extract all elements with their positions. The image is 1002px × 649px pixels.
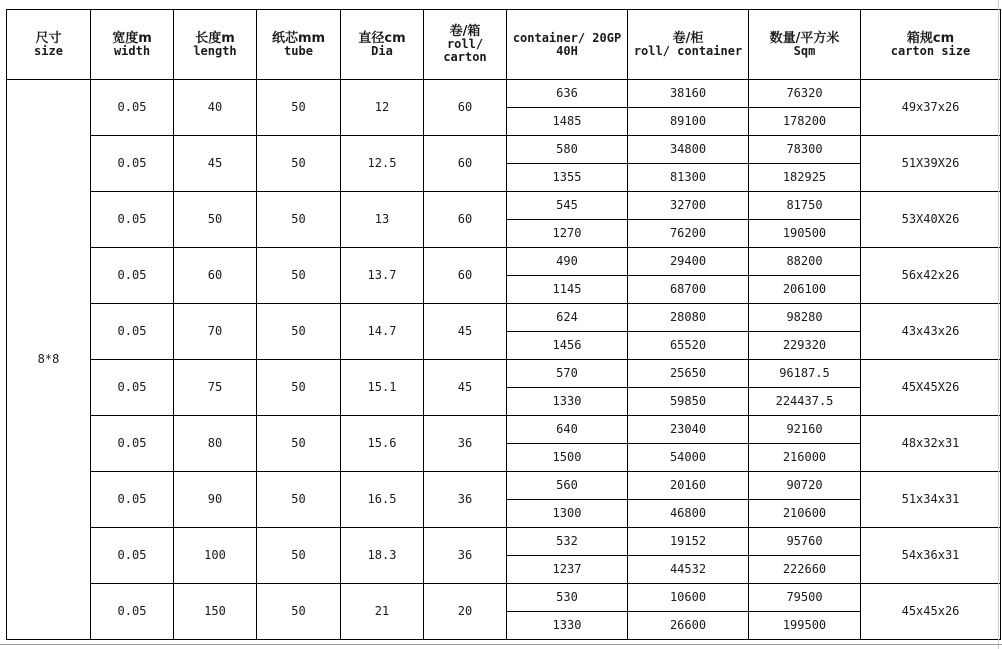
width-cell: 0.05 — [91, 192, 174, 248]
roll-container-40h-cell: 65520 — [628, 332, 749, 360]
header-tube — [257, 10, 341, 80]
sqm-20gp-cell: 88200 — [749, 248, 861, 276]
sqm-40h-cell: 222660 — [749, 556, 861, 584]
header-tube-en: tube — [284, 43, 313, 58]
header-tube-zh: 纸芯mm — [271, 30, 326, 46]
container-40h-cell: 1300 — [507, 500, 628, 528]
header-carton-size-en: carton size — [890, 43, 971, 58]
header-length — [174, 10, 257, 80]
header-roll-carton-en: roll/ carton — [443, 37, 487, 64]
header-roll-container-zh: 卷/柜 — [672, 30, 704, 46]
carton-size-cell: 51x34x31 — [861, 472, 1001, 528]
dia-cell: 13 — [341, 192, 424, 248]
tube-cell: 50 — [257, 416, 341, 472]
length-cell: 150 — [174, 584, 257, 640]
length-cell: 100 — [174, 528, 257, 584]
length-cell: 90 — [174, 472, 257, 528]
length-cell: 50 — [174, 192, 257, 248]
table-body — [7, 80, 1001, 640]
header-container — [507, 10, 628, 80]
table-row — [7, 248, 1001, 276]
sqm-20gp-cell: 79500 — [749, 584, 861, 612]
roll-container-20gp-cell: 25650 — [628, 360, 749, 388]
tube-cell: 50 — [257, 192, 341, 248]
length-cell: 75 — [174, 360, 257, 416]
sqm-20gp-cell: 96187.5 — [749, 360, 861, 388]
header-length-en: length — [193, 43, 237, 58]
tube-cell: 50 — [257, 528, 341, 584]
roll-carton-cell: 60 — [424, 192, 507, 248]
container-40h-cell: 1330 — [507, 388, 628, 416]
header-carton-size-zh: 箱规cm — [906, 30, 955, 46]
header-sqm — [749, 10, 861, 80]
table-row — [7, 136, 1001, 164]
sqm-20gp-cell: 92160 — [749, 416, 861, 444]
length-cell: 80 — [174, 416, 257, 472]
roll-container-20gp-cell: 28080 — [628, 304, 749, 332]
container-20gp-cell: 624 — [507, 304, 628, 332]
width-cell: 0.05 — [91, 136, 174, 192]
sqm-20gp-cell: 78300 — [749, 136, 861, 164]
roll-container-40h-cell: 54000 — [628, 444, 749, 472]
sqm-40h-cell: 199500 — [749, 612, 861, 640]
width-cell: 0.05 — [91, 80, 174, 136]
container-40h-cell: 1330 — [507, 612, 628, 640]
header-dia — [341, 10, 424, 80]
tube-cell: 50 — [257, 584, 341, 640]
header-roll-container — [628, 10, 749, 80]
header-carton-size — [861, 10, 1001, 80]
length-cell: 40 — [174, 80, 257, 136]
header-width-zh: 宽度m — [112, 30, 152, 46]
header-sqm-en: Sqm — [793, 43, 816, 58]
header-dia-en: Dia — [371, 43, 393, 58]
header-length-zh: 长度m — [195, 30, 235, 46]
container-40h-cell: 1485 — [507, 108, 628, 136]
roll-container-40h-cell: 89100 — [628, 108, 749, 136]
header-size — [7, 10, 91, 80]
sqm-20gp-cell: 81750 — [749, 192, 861, 220]
sqm-40h-cell: 216000 — [749, 444, 861, 472]
table-row — [7, 304, 1001, 332]
roll-container-20gp-cell: 23040 — [628, 416, 749, 444]
length-cell: 45 — [174, 136, 257, 192]
header-container-bottom: 40H — [556, 43, 578, 58]
sqm-20gp-cell: 98280 — [749, 304, 861, 332]
table-row — [7, 360, 1001, 388]
container-40h-cell: 1145 — [507, 276, 628, 304]
tube-cell: 50 — [257, 472, 341, 528]
table-row — [7, 80, 1001, 108]
dia-cell: 21 — [341, 584, 424, 640]
header-row — [7, 10, 1001, 80]
roll-container-40h-cell: 46800 — [628, 500, 749, 528]
roll-carton-cell: 60 — [424, 136, 507, 192]
width-cell: 0.05 — [91, 248, 174, 304]
table-row — [7, 528, 1001, 556]
length-cell: 60 — [174, 248, 257, 304]
roll-container-20gp-cell: 34800 — [628, 136, 749, 164]
roll-container-40h-cell: 68700 — [628, 276, 749, 304]
roll-container-20gp-cell: 20160 — [628, 472, 749, 500]
header-roll-carton — [424, 10, 507, 80]
dia-cell: 14.7 — [341, 304, 424, 360]
roll-container-20gp-cell: 38160 — [628, 80, 749, 108]
width-cell: 0.05 — [91, 416, 174, 472]
dia-cell: 12 — [341, 80, 424, 136]
table-header — [7, 10, 1001, 80]
header-sqm-zh: 数量/平方米 — [769, 30, 840, 46]
header-size-en: size — [34, 43, 63, 58]
header-roll-container-en: roll/ container — [633, 43, 743, 58]
container-20gp-cell: 580 — [507, 136, 628, 164]
dia-cell: 16.5 — [341, 472, 424, 528]
length-cell: 70 — [174, 304, 257, 360]
bottom-divider — [0, 644, 1002, 645]
sqm-40h-cell: 224437.5 — [749, 388, 861, 416]
carton-size-cell: 54x36x31 — [861, 528, 1001, 584]
table-row — [7, 416, 1001, 444]
dia-cell: 18.3 — [341, 528, 424, 584]
carton-size-cell: 53X40X26 — [861, 192, 1001, 248]
roll-container-40h-cell: 59850 — [628, 388, 749, 416]
table-row — [7, 192, 1001, 220]
tube-cell: 50 — [257, 136, 341, 192]
width-cell: 0.05 — [91, 304, 174, 360]
table-row — [7, 584, 1001, 612]
carton-size-cell: 51X39X26 — [861, 136, 1001, 192]
header-width-en: width — [113, 43, 151, 58]
carton-size-cell: 56x42x26 — [861, 248, 1001, 304]
header-dia-zh: 直径cm — [358, 30, 406, 46]
sqm-20gp-cell: 76320 — [749, 80, 861, 108]
roll-carton-cell: 36 — [424, 416, 507, 472]
roll-container-20gp-cell: 10600 — [628, 584, 749, 612]
container-20gp-cell: 570 — [507, 360, 628, 388]
tube-cell: 50 — [257, 248, 341, 304]
width-cell: 0.05 — [91, 472, 174, 528]
header-width — [91, 10, 174, 80]
container-20gp-cell: 530 — [507, 584, 628, 612]
roll-carton-cell: 60 — [424, 80, 507, 136]
roll-carton-cell: 45 — [424, 304, 507, 360]
container-40h-cell: 1270 — [507, 220, 628, 248]
roll-carton-cell: 36 — [424, 472, 507, 528]
header-container-top: container/ 20GP — [512, 30, 622, 45]
size-cell: 8*8 — [7, 80, 91, 640]
container-20gp-cell: 532 — [507, 528, 628, 556]
sqm-40h-cell: 210600 — [749, 500, 861, 528]
width-cell: 0.05 — [91, 360, 174, 416]
sqm-20gp-cell: 95760 — [749, 528, 861, 556]
table-row — [7, 472, 1001, 500]
sqm-20gp-cell: 90720 — [749, 472, 861, 500]
carton-size-cell: 45X45X26 — [861, 360, 1001, 416]
tube-cell: 50 — [257, 304, 341, 360]
container-20gp-cell: 490 — [507, 248, 628, 276]
dia-cell: 12.5 — [341, 136, 424, 192]
tube-cell: 50 — [257, 360, 341, 416]
roll-carton-cell: 60 — [424, 248, 507, 304]
container-20gp-cell: 640 — [507, 416, 628, 444]
container-40h-cell: 1355 — [507, 164, 628, 192]
container-40h-cell: 1456 — [507, 332, 628, 360]
container-20gp-cell: 560 — [507, 472, 628, 500]
dia-cell: 15.1 — [341, 360, 424, 416]
carton-size-cell: 49x37x26 — [861, 80, 1001, 136]
header-roll-carton-zh: 卷/箱 — [449, 24, 481, 39]
carton-size-cell: 45x45x26 — [861, 584, 1001, 640]
container-20gp-cell: 545 — [507, 192, 628, 220]
roll-container-40h-cell: 81300 — [628, 164, 749, 192]
roll-container-20gp-cell: 32700 — [628, 192, 749, 220]
roll-carton-cell: 20 — [424, 584, 507, 640]
window-edge — [998, 0, 999, 649]
container-40h-cell: 1500 — [507, 444, 628, 472]
carton-size-cell: 43x43x26 — [861, 304, 1001, 360]
sqm-40h-cell: 190500 — [749, 220, 861, 248]
roll-container-20gp-cell: 19152 — [628, 528, 749, 556]
roll-container-40h-cell: 76200 — [628, 220, 749, 248]
width-cell: 0.05 — [91, 528, 174, 584]
container-40h-cell: 1237 — [507, 556, 628, 584]
sqm-40h-cell: 182925 — [749, 164, 861, 192]
dia-cell: 13.7 — [341, 248, 424, 304]
roll-carton-cell: 45 — [424, 360, 507, 416]
header-size-zh: 尺寸 — [35, 30, 62, 46]
dia-cell: 15.6 — [341, 416, 424, 472]
roll-carton-cell: 36 — [424, 528, 507, 584]
spec-table — [6, 9, 1001, 640]
sqm-40h-cell: 206100 — [749, 276, 861, 304]
carton-size-cell: 48x32x31 — [861, 416, 1001, 472]
tube-cell: 50 — [257, 80, 341, 136]
sqm-40h-cell: 229320 — [749, 332, 861, 360]
width-cell: 0.05 — [91, 584, 174, 640]
container-20gp-cell: 636 — [507, 80, 628, 108]
roll-container-40h-cell: 26600 — [628, 612, 749, 640]
roll-container-20gp-cell: 29400 — [628, 248, 749, 276]
sqm-40h-cell: 178200 — [749, 108, 861, 136]
roll-container-40h-cell: 44532 — [628, 556, 749, 584]
